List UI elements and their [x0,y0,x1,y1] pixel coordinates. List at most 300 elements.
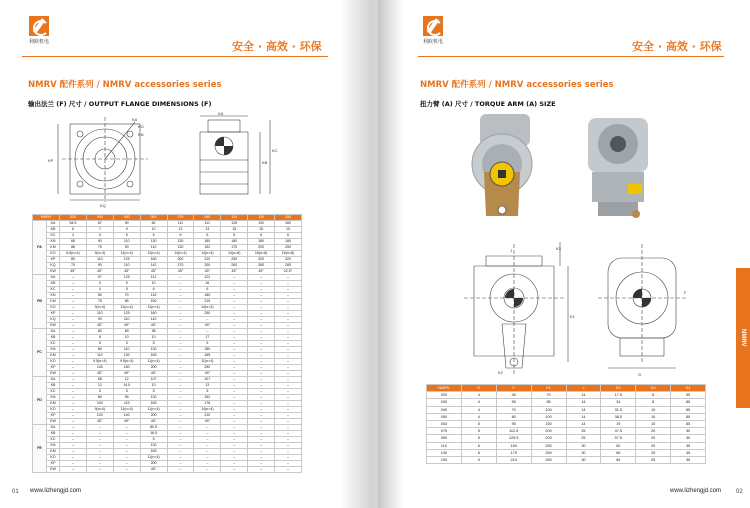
table-cell: – [167,335,194,341]
table-cell: – [275,449,302,455]
table-cell: 180 [221,239,248,245]
table-cell: 6 [221,233,248,239]
table-cell: – [60,275,87,281]
table-cell: – [167,401,194,407]
table-cell: – [275,425,302,431]
table-cell: 200 [140,413,167,419]
table-cell: 88 [60,245,87,251]
table-cell: – [248,389,275,395]
table-cell: 115 [140,293,167,299]
table-cell: 45° [140,269,167,275]
table-cell: 210 [496,456,531,463]
table-cell: – [248,431,275,437]
table-row [427,449,706,456]
table-cell: 200 [194,263,221,269]
table-cell: 70 [113,293,140,299]
table-cell: 180 [248,239,275,245]
header-cell: 075 [167,215,194,221]
website-url: www.lizhengjd.com [670,488,722,494]
table-cell: 14 [566,392,601,399]
table-cell: – [221,293,248,299]
header-cell: J [566,385,601,392]
table-cell: 200 [531,435,566,442]
table-cell: – [221,413,248,419]
table-cell: 17.5 [601,392,636,399]
table-cell: – [60,419,87,425]
table-cell: 9(n=4) [86,251,113,257]
table-cell: 12 [86,383,113,389]
table-cell: 9.5(n=4) [86,359,113,365]
table-cell: 250 [531,442,566,449]
table-cell: – [60,383,87,389]
table-cell: 90 [113,245,140,251]
table-cell: – [248,335,275,341]
table-cell: 75 [86,299,113,305]
table-cell: 100 [86,401,113,407]
table-cell: – [248,455,275,461]
table-cell: 025 [427,392,462,399]
table-cell: – [275,389,302,395]
table-cell: 142 [140,317,167,323]
table-cell: – [167,311,194,317]
header-cell: K1 [531,385,566,392]
table-cell: 90 [86,239,113,245]
table-cell: 125 [113,275,140,281]
table-cell: – [167,413,194,419]
table-cell: – [167,287,194,293]
dimension-code: KW [47,467,60,473]
table-cell: – [275,335,302,341]
table-cell: – [60,365,87,371]
table-cell: 8 [636,399,671,406]
table-cell: 85 [671,413,706,420]
table-cell: 10 [140,281,167,287]
table-cell: 20 [636,435,671,442]
table-cell: – [221,383,248,389]
logo-mark-icon [29,16,49,36]
table-cell: 15 [275,227,302,233]
table-cell: – [221,401,248,407]
table-cell: 95 [113,395,140,401]
table-cell: 130 [113,353,140,359]
table-cell: 60 [86,293,113,299]
table-cell: 13 [194,383,221,389]
table-cell: 45° [113,419,140,425]
dimension-code: KP [47,311,60,317]
table-cell: 142 [140,263,167,269]
table-cell: 80.5 [140,425,167,431]
table-cell: 5 [140,437,167,443]
table-cell: 152 [194,245,221,251]
dimension-code: KA [47,275,60,281]
table-cell: – [113,443,140,449]
table-cell: 68 [86,377,113,383]
table-cell: 130 [167,245,194,251]
table-cell: – [221,305,248,311]
table-cell: 5 [461,435,496,442]
table-cell: 4 [461,392,496,399]
table-cell: 89 [60,257,87,263]
table-cell: – [167,275,194,281]
table-cell: – [275,287,302,293]
table-cell: 11(n=4) [140,359,167,365]
table-cell: 11(n=4) [140,455,167,461]
table-cell: 050 [427,413,462,420]
logo-text: 利欧机电 [28,39,49,45]
header-cell: 130 [248,215,275,221]
slogan: 安全 · 高效 · 环保 [232,40,322,53]
header-cell: NMRV [33,215,60,221]
table-cell: 110 [113,347,140,353]
table-cell: 55 [671,392,706,399]
table-cell: – [60,353,87,359]
table-cell: – [221,287,248,293]
table-cell: – [275,401,302,407]
table-cell: – [60,455,87,461]
table-cell: 80 [496,413,531,420]
table-cell: 9 [113,281,140,287]
table-cell: – [167,377,194,383]
table-cell: – [248,395,275,401]
table-cell: – [221,347,248,353]
table-cell: – [221,341,248,347]
table-cell: 14 [566,399,601,406]
table-cell: – [248,407,275,413]
table-cell: 129.5 [496,435,531,442]
table-cell: – [221,359,248,365]
company-logo [22,16,56,45]
svg-text:J: J [510,248,512,253]
table-row [427,392,706,399]
table-cell: 45° [140,371,167,377]
table-cell: – [248,425,275,431]
table-cell: 110 [113,239,140,245]
table-cell: – [60,341,87,347]
table-cell: 5 [461,420,496,427]
table-cell: 10 [140,227,167,233]
table-cell: – [167,467,194,473]
table-cell: – [275,419,302,425]
table-cell: – [60,299,87,305]
table-cell: 97 [86,275,113,281]
table-cell: 14(n=8) [221,251,248,257]
table-cell: 30 [566,456,601,463]
dimension-code: KP [47,461,60,467]
table-cell: – [167,461,194,467]
table-cell: 45° [140,323,167,329]
table-cell: – [275,341,302,347]
table-cell: – [86,431,113,437]
table-cell: – [275,329,302,335]
table-cell: – [60,305,87,311]
table-row [427,399,706,406]
table-cell: 45° [86,371,113,377]
table-cell: 165 [140,353,167,359]
table-cell: – [167,443,194,449]
table-cell: 152 [194,395,221,401]
table-cell: 45° [113,269,140,275]
table-cell: 6 [461,449,496,456]
table-cell: 47.5 [601,428,636,435]
table-cell: 57.5 [601,435,636,442]
table-cell: 14 [566,406,601,413]
svg-text:KO: KO [138,124,144,129]
svg-text:KB: KB [262,160,268,165]
table-cell: – [275,377,302,383]
table-cell: 45° [194,269,221,275]
table-cell: 075 [427,428,462,435]
table-cell: – [221,461,248,467]
table-cell: 5 [194,341,221,347]
table-cell: – [60,293,87,299]
table-cell: 98 [140,329,167,335]
table-cell: – [221,449,248,455]
table-cell: 179 [496,449,531,456]
page-number: 02 [736,489,743,495]
table-cell: – [194,443,221,449]
table-cell: 45° [86,419,113,425]
table-cell: 10 [636,420,671,427]
dimension-code: KQ [47,263,60,269]
table-row [427,442,706,449]
table-cell: 130 [140,443,167,449]
table-cell: 200 [167,257,194,263]
dimension-code: KA [47,221,60,227]
table-cell: 5 [86,389,113,395]
table-cell: 120 [86,413,113,419]
table-cell: – [275,431,302,437]
table-row [427,413,706,420]
table-cell: – [113,449,140,455]
table-cell: 14(n=4) [194,407,221,413]
header-cell: 063 [140,215,167,221]
dimension-code: KM [47,245,60,251]
table-cell: 100 [531,406,566,413]
dimension-code: KB [47,431,60,437]
table-cell: 24 [601,399,636,406]
header-cell: NMRV [427,385,462,392]
table-cell: – [60,323,87,329]
table-cell: 192 [248,221,275,227]
table-cell: 90 [86,317,113,323]
table-cell: – [275,467,302,473]
table-cell: 30 [566,442,601,449]
table-cell: 280 [248,263,275,269]
table-cell: – [248,275,275,281]
table-cell: 15 [248,227,275,233]
table-cell: – [194,437,221,443]
svg-text:K2: K2 [498,370,503,375]
table-cell: – [113,455,140,461]
table-cell: 112 [140,275,167,281]
table-cell: 70 [60,263,87,269]
dimension-code: KW [47,419,60,425]
table-cell: 30 [671,428,706,435]
page-gutter-shadow [378,0,404,508]
table-cell: 70 [531,392,566,399]
table-cell: 9 [113,227,140,233]
table-cell: 17 [194,335,221,341]
svg-text:KQ: KQ [100,203,106,208]
header-cell: K2 [601,385,636,392]
table-cell: 90 [86,263,113,269]
table-cell: 13 [167,227,194,233]
table-cell: – [275,299,302,305]
table-cell: 5 [113,389,140,395]
dimension-code: KN [47,239,60,245]
table-cell: 180 [194,293,221,299]
table-cell: – [221,467,248,473]
table-cell: 20 [636,428,671,435]
table-cell: – [221,455,248,461]
table-cell: 25 [636,449,671,456]
table-cell: – [221,329,248,335]
table-cell: – [275,443,302,449]
table-cell: – [221,353,248,359]
table-cell: – [248,461,275,467]
table-cell: 110 [113,317,140,323]
table-cell: – [167,299,194,305]
table-cell: – [275,437,302,443]
table-cell: – [221,395,248,401]
svg-text:KN: KN [138,132,144,137]
table-cell: – [221,389,248,395]
table-cell: 10 [140,383,167,389]
logo-text: 利欧机电 [422,39,443,45]
table-cell: – [275,461,302,467]
flange-dimensions-table [32,214,302,473]
table-cell: – [275,359,302,365]
table-cell: – [113,431,140,437]
table-cell: – [167,419,194,425]
table-cell: – [194,431,221,437]
table-cell: – [248,305,275,311]
table-cell: – [194,449,221,455]
table-cell: – [221,335,248,341]
table-cell: – [60,317,87,323]
side-tab: NMRV [736,268,750,408]
table-cell: – [60,443,87,449]
table-cell: 69 [601,449,636,456]
table-cell: – [167,407,194,413]
slogan: 安全 · 高效 · 环保 [632,40,722,53]
svg-text:G: G [638,372,642,377]
table-cell: 14 [566,420,601,427]
table-cell: 210 [194,257,221,263]
table-cell: – [221,281,248,287]
table-cell: – [221,371,248,377]
dimension-code: KP [47,413,60,419]
table-cell: – [167,389,194,395]
table-cell: – [86,443,113,449]
table-cell: 20 [636,442,671,449]
table-cell: 30 [671,435,706,442]
table-cell: 130 [427,449,462,456]
dimension-code: KP [47,365,60,371]
table-cell: 5 [113,287,140,293]
table-cell: – [60,437,87,443]
table-cell: 11(n=4) [113,251,140,257]
dimension-code: KW [47,269,60,275]
table-cell: – [221,437,248,443]
table-cell: 68 [60,239,87,245]
table-cell: 11(n=4) [113,407,140,413]
table-cell: 16(n=8) [248,251,275,257]
table-row [427,428,706,435]
table-cell: – [248,371,275,377]
table-cell: 150 [496,442,531,449]
table-cell: 180 [194,347,221,353]
table-cell: 140 [86,365,113,371]
table-cell: – [167,383,194,389]
table-cell: 80 [86,395,113,401]
table-cell: 6 [140,233,167,239]
table-cell: 165 [194,353,221,359]
table-cell: 107 [140,377,167,383]
table-cell: 45° [140,467,167,473]
table-cell: 45° [167,269,194,275]
table-cell: – [60,359,87,365]
table-cell: – [60,407,87,413]
table-cell: 200 [531,428,566,435]
svg-text:KA: KA [218,112,224,116]
table-cell: 85 [671,399,706,406]
table-cell: 4 [60,233,87,239]
table-cell: 200 [140,461,167,467]
table-cell: 111 [194,221,221,227]
table-cell: 200 [248,245,275,251]
group-label: FC [33,329,47,377]
table-cell: 5 [86,341,113,347]
table-cell: – [248,329,275,335]
table-cell: 45° [113,323,140,329]
table-cell: 110 [113,263,140,269]
group-label: FE [33,425,47,473]
table-cell: 31.5 [601,406,636,413]
table-cell: – [275,353,302,359]
table-cell: – [194,461,221,467]
table-cell: 160 [275,221,302,227]
table-cell: 130 [140,239,167,245]
table-cell: – [86,437,113,443]
table-cell: 250 [531,449,566,456]
dimension-code: KM [47,299,60,305]
table-cell: 25 [566,435,601,442]
table-cell: 62 [601,442,636,449]
dimension-code: KN [47,443,60,449]
logo-mark-icon [423,16,443,36]
dimension-code: KC [47,341,60,347]
header-cell: K3 [636,385,671,392]
svg-text:KP: KP [48,158,54,163]
table-cell: – [275,281,302,287]
table-cell: 030 [427,399,462,406]
table-cell: – [221,317,248,323]
table-cell: 5 [140,389,167,395]
table-cell: 320 [275,257,302,263]
table-cell: 260 [221,263,248,269]
table-cell: – [248,437,275,443]
table-cell: – [248,365,275,371]
header-cell: 150 [275,215,302,221]
table-cell: 14 [566,413,601,420]
table-cell: – [60,281,87,287]
page-gutter-shadow [340,0,373,508]
table-cell: 45° [221,269,248,275]
table-cell: 30 [566,449,601,456]
table-cell: 128 [221,221,248,227]
table-cell: – [113,467,140,473]
